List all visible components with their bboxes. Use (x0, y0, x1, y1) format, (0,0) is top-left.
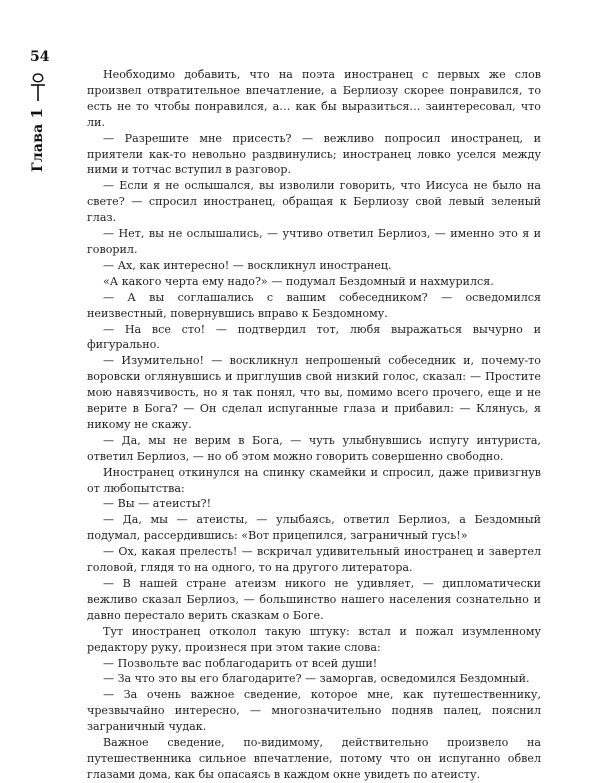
paragraph: — Ох, какая прелесть! — вскричал удивительный иностранец и завертел головой, глядя то на одного, то на другого литератора. (87, 545, 541, 575)
paragraph: Необходимо добавить, что на поэта иностранец с первых же слов произвел отвратительное впечатление, а Берлиозу скорее понравился, то есть не то чтобы понравился, а… как бы выразиться… заинтересовал, что ли. (87, 68, 541, 129)
paragraph: — Да, мы — атеисты, — улыбаясь, ответил Берлиоз, а Бездомный подумал, рассердившись: «Вот прицепился, заграничный гусь!» (87, 513, 541, 543)
paragraph: — А вы соглашались с вашим собеседником? — осведомился неизвестный, повернувшись вправо к Бездомному. (87, 290, 541, 320)
paragraph: Иностранец откинулся на спинку скамейки и спросил, даже привизгнув от любопытства: (87, 465, 541, 495)
paragraph: — В нашей стране атеизм никого не удивляет, — дипломатически вежливо сказал Берлиоз, — большинство нашего населения сознательно и давно перестало верить сказкам о Боге. (87, 577, 541, 622)
paragraph: Важное сведение, по-видимому, действительно произвело на путешественника сильное впечатление, потому что он испуганно обвел глазами дома, как бы опасаясь в каждом окне увидеть по атеисту. (87, 736, 541, 781)
paragraph: — Вы — атеисты?! (103, 497, 212, 511)
paragraph: — На все сто! — подтвердил тот, любя выражаться вычурно и фигурально. (87, 322, 541, 352)
chapter-label (28, 108, 46, 172)
paragraph: — Ах, как интересно! — воскликнул иностранец. (103, 258, 392, 272)
paragraph: — Да, мы не верим в Бога, — чуть улыбнувшись испугу интуриста, ответил Берлиоз, — но об этом можно говорить совершенно свободно. (87, 433, 541, 463)
paragraph: — Позвольте вас поблагодарить от всей души! (103, 656, 378, 670)
paragraph: «А какого черта ему надо?» — подумал Бездомный и нахмурился. (103, 274, 494, 288)
paragraph: Тут иностранец отколол такую штуку: встал и пожал изумленному редактору руку, произнеся при этом такие слова: (87, 624, 541, 654)
text-body (87, 67, 541, 783)
chapter-number: 1 (28, 107, 46, 119)
chapter-ornament-icon (29, 72, 47, 102)
paragraph: — За что это вы его благодарите? — заморгав, осведомился Бездомный. (103, 672, 530, 686)
paragraph: — За очень важное сведение, которое мне, как путешественнику, чрезвычайно интересно, — многозначительно подняв палец, пояснил заграничный чудак. (87, 688, 541, 734)
page-number: 54 (30, 49, 50, 65)
paragraph: — Если я не ослышался, вы изволили говорить, что Иисуса не было на свете? — спросил иностранец, обращая к Берлиозу свой левый зеленый глаз. (87, 179, 541, 225)
paragraph: — Разрешите мне присесть? — вежливо попросил иностранец, и приятели как-то невольно раздвинулись; иностранец ловко уселся между ними и тотчас вступил в разговор. (87, 131, 541, 177)
paragraph: — Изумительно! — воскликнул непрошеный собеседник и, почему-то воровски оглянувшись и приглушив свой низкий голос, сказал: — Простите мою навязчивость, но я так понял, что вы, помимо всего прочего, еще и не верите в Бога? — Он сделал испуганные глаза и прибавил: — Клянусь, я никому не скажу. (87, 354, 541, 431)
chapter-word: Глава (30, 123, 46, 172)
paragraph: — Нет, вы не ослышались, — учтиво ответил Берлиоз, — именно это я и говорил. (87, 227, 541, 256)
